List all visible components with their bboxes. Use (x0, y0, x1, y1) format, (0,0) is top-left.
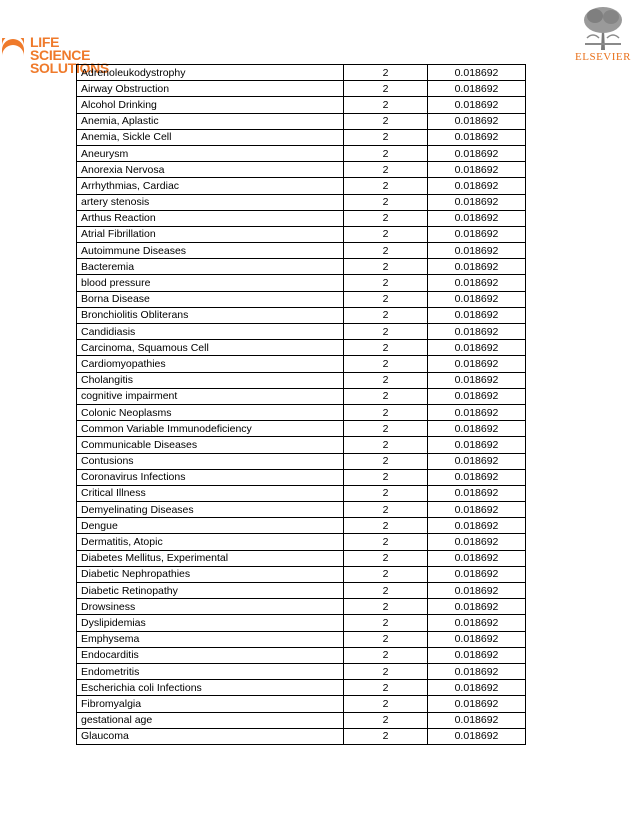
table-row (77, 178, 526, 194)
table-row (77, 663, 526, 679)
table-row (77, 615, 526, 631)
count-cell: 2 (344, 453, 428, 469)
table-row (77, 145, 526, 161)
score-cell: 0.018692 (428, 162, 526, 178)
table-row (77, 728, 526, 744)
score-cell: 0.018692 (428, 65, 526, 81)
term-cell: Aneurysm (77, 145, 344, 161)
count-cell: 2 (344, 324, 428, 340)
table-body (77, 65, 526, 745)
term-cell: Adrenoleukodystrophy (77, 65, 344, 81)
table-row (77, 388, 526, 404)
table-row (77, 518, 526, 534)
count-cell: 2 (344, 194, 428, 210)
term-cell: Colonic Neoplasms (77, 404, 344, 420)
score-cell: 0.018692 (428, 631, 526, 647)
count-cell: 2 (344, 113, 428, 129)
score-cell: 0.018692 (428, 663, 526, 679)
table-row (77, 210, 526, 226)
count-cell: 2 (344, 356, 428, 372)
term-cell: gestational age (77, 712, 344, 728)
count-cell: 2 (344, 712, 428, 728)
term-cell: Diabetic Retinopathy (77, 583, 344, 599)
term-cell: Bronchiolitis Obliterans (77, 307, 344, 323)
score-cell: 0.018692 (428, 696, 526, 712)
elsevier-logo (570, 4, 636, 66)
score-cell: 0.018692 (428, 145, 526, 161)
count-cell: 2 (344, 129, 428, 145)
count-cell: 2 (344, 275, 428, 291)
term-cell: Atrial Fibrillation (77, 226, 344, 242)
score-cell: 0.018692 (428, 324, 526, 340)
term-cell: Endometritis (77, 663, 344, 679)
score-cell: 0.018692 (428, 113, 526, 129)
score-cell: 0.018692 (428, 728, 526, 744)
table-row (77, 404, 526, 420)
score-cell: 0.018692 (428, 194, 526, 210)
table-row (77, 194, 526, 210)
count-cell: 2 (344, 226, 428, 242)
term-cell: Autoimmune Diseases (77, 243, 344, 259)
count-cell: 2 (344, 178, 428, 194)
count-cell: 2 (344, 97, 428, 113)
life-science-solutions-logo (0, 34, 120, 76)
table-row (77, 680, 526, 696)
score-cell: 0.018692 (428, 437, 526, 453)
table-row (77, 97, 526, 113)
count-cell: 2 (344, 388, 428, 404)
score-cell: 0.018692 (428, 307, 526, 323)
count-cell: 2 (344, 372, 428, 388)
term-cell: Arthus Reaction (77, 210, 344, 226)
term-cell: Communicable Diseases (77, 437, 344, 453)
table-row (77, 324, 526, 340)
term-cell: Endocarditis (77, 647, 344, 663)
count-cell: 2 (344, 65, 428, 81)
table-row (77, 259, 526, 275)
score-cell: 0.018692 (428, 259, 526, 275)
term-cell: Anemia, Aplastic (77, 113, 344, 129)
count-cell: 2 (344, 162, 428, 178)
data-table (76, 64, 526, 745)
score-cell: 0.018692 (428, 550, 526, 566)
table-row (77, 712, 526, 728)
term-cell: Contusions (77, 453, 344, 469)
term-cell: blood pressure (77, 275, 344, 291)
count-cell: 2 (344, 404, 428, 420)
score-cell: 0.018692 (428, 583, 526, 599)
score-cell: 0.018692 (428, 226, 526, 242)
count-cell: 2 (344, 550, 428, 566)
count-cell: 2 (344, 599, 428, 615)
score-cell: 0.018692 (428, 372, 526, 388)
count-cell: 2 (344, 663, 428, 679)
brand-line-1: LIFE SCIENCE (30, 34, 91, 63)
term-cell: Dengue (77, 518, 344, 534)
count-cell: 2 (344, 631, 428, 647)
count-cell: 2 (344, 534, 428, 550)
term-cell: Dermatitis, Atopic (77, 534, 344, 550)
count-cell: 2 (344, 307, 428, 323)
table-row (77, 453, 526, 469)
term-cell: artery stenosis (77, 194, 344, 210)
table-row (77, 437, 526, 453)
term-cell: Dyslipidemias (77, 615, 344, 631)
count-cell: 2 (344, 680, 428, 696)
score-cell: 0.018692 (428, 485, 526, 501)
count-cell: 2 (344, 615, 428, 631)
count-cell: 2 (344, 485, 428, 501)
brand-line-2: SOLUTIONS (30, 60, 109, 76)
score-cell: 0.018692 (428, 680, 526, 696)
count-cell: 2 (344, 210, 428, 226)
score-cell: 0.018692 (428, 81, 526, 97)
score-cell: 0.018692 (428, 129, 526, 145)
score-cell: 0.018692 (428, 404, 526, 420)
count-cell: 2 (344, 469, 428, 485)
term-cell: Escherichia coli Infections (77, 680, 344, 696)
term-cell: Critical Illness (77, 485, 344, 501)
score-cell: 0.018692 (428, 534, 526, 550)
table-row (77, 340, 526, 356)
table-row (77, 307, 526, 323)
term-cell: Coronavirus Infections (77, 469, 344, 485)
term-cell: Fibromyalgia (77, 696, 344, 712)
term-cell: Anorexia Nervosa (77, 162, 344, 178)
life-science-logo-icon (0, 38, 26, 62)
score-cell: 0.018692 (428, 388, 526, 404)
table-row (77, 502, 526, 518)
count-cell: 2 (344, 81, 428, 97)
count-cell: 2 (344, 259, 428, 275)
table-row (77, 81, 526, 97)
table-row (77, 696, 526, 712)
term-cell: Diabetic Nephropathies (77, 566, 344, 582)
score-cell: 0.018692 (428, 291, 526, 307)
count-cell: 2 (344, 518, 428, 534)
score-cell: 0.018692 (428, 356, 526, 372)
score-cell: 0.018692 (428, 518, 526, 534)
table-row (77, 162, 526, 178)
table-row (77, 599, 526, 615)
term-cell: Candidiasis (77, 324, 344, 340)
term-cell: Alcohol Drinking (77, 97, 344, 113)
count-cell: 2 (344, 243, 428, 259)
count-cell: 2 (344, 583, 428, 599)
count-cell: 2 (344, 566, 428, 582)
table-row (77, 583, 526, 599)
term-cell: Airway Obstruction (77, 81, 344, 97)
term-cell: Borna Disease (77, 291, 344, 307)
table-row (77, 113, 526, 129)
table-row (77, 291, 526, 307)
score-cell: 0.018692 (428, 712, 526, 728)
count-cell: 2 (344, 437, 428, 453)
table-row (77, 129, 526, 145)
score-cell: 0.018692 (428, 647, 526, 663)
score-cell: 0.018692 (428, 566, 526, 582)
count-cell: 2 (344, 291, 428, 307)
table-row (77, 647, 526, 663)
count-cell: 2 (344, 145, 428, 161)
count-cell: 2 (344, 728, 428, 744)
table-row (77, 421, 526, 437)
score-cell: 0.018692 (428, 275, 526, 291)
term-cell: Demyelinating Diseases (77, 502, 344, 518)
term-cell: Anemia, Sickle Cell (77, 129, 344, 145)
score-cell: 0.018692 (428, 340, 526, 356)
term-cell: Bacteremia (77, 259, 344, 275)
table-row (77, 356, 526, 372)
table-row (77, 243, 526, 259)
elsevier-tree-icon (581, 4, 625, 50)
term-cell: Carcinoma, Squamous Cell (77, 340, 344, 356)
elsevier-wordmark: ELSEVIER (575, 51, 631, 63)
table-row (77, 631, 526, 647)
table-row (77, 469, 526, 485)
term-cell: Arrhythmias, Cardiac (77, 178, 344, 194)
term-cell: Common Variable Immunodeficiency (77, 421, 344, 437)
count-cell: 2 (344, 340, 428, 356)
score-cell: 0.018692 (428, 469, 526, 485)
table-row (77, 566, 526, 582)
score-cell: 0.018692 (428, 243, 526, 259)
term-cell: Drowsiness (77, 599, 344, 615)
score-cell: 0.018692 (428, 210, 526, 226)
term-cell: Cardiomyopathies (77, 356, 344, 372)
term-cell: Diabetes Mellitus, Experimental (77, 550, 344, 566)
table-row (77, 485, 526, 501)
table-row (77, 550, 526, 566)
score-cell: 0.018692 (428, 421, 526, 437)
term-cell: Emphysema (77, 631, 344, 647)
term-cell: Cholangitis (77, 372, 344, 388)
table-row (77, 534, 526, 550)
score-cell: 0.018692 (428, 97, 526, 113)
table-row (77, 275, 526, 291)
term-cell: Glaucoma (77, 728, 344, 744)
score-cell: 0.018692 (428, 178, 526, 194)
table-row (77, 372, 526, 388)
term-cell: cognitive impairment (77, 388, 344, 404)
score-cell: 0.018692 (428, 615, 526, 631)
count-cell: 2 (344, 421, 428, 437)
table-row (77, 226, 526, 242)
score-cell: 0.018692 (428, 453, 526, 469)
count-cell: 2 (344, 502, 428, 518)
score-cell: 0.018692 (428, 502, 526, 518)
count-cell: 2 (344, 696, 428, 712)
count-cell: 2 (344, 647, 428, 663)
score-cell: 0.018692 (428, 599, 526, 615)
table-row (77, 65, 526, 81)
